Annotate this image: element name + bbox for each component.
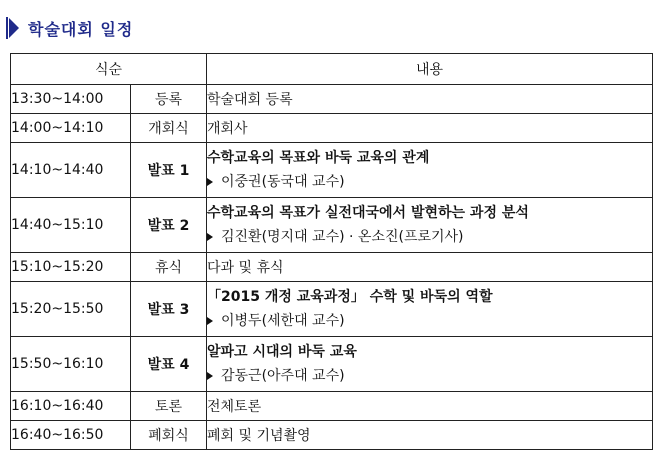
content-cell	[207, 143, 653, 198]
content-cell: 학술대회 등록	[207, 85, 653, 114]
time-cell: 14:00~14:10	[11, 114, 131, 143]
header-content: 내용	[207, 54, 653, 85]
talk-title: 알파고 시대의 바둑 교육	[207, 344, 357, 360]
time-cell: 14:10~14:40	[11, 143, 131, 198]
talk-title: 수학교육의 목표와 바둑 교육의 관계	[207, 150, 430, 166]
table-row	[11, 282, 653, 337]
table-row	[11, 253, 653, 282]
time-cell: 16:10~16:40	[11, 392, 131, 421]
table-row	[11, 421, 653, 450]
bullet-triangle-icon	[207, 317, 213, 325]
table-row	[11, 337, 653, 392]
header-order: 식순	[11, 54, 207, 85]
content-cell: 전체토론	[207, 392, 653, 421]
page-heading	[6, 16, 133, 40]
content-cell: 개회사	[207, 114, 653, 143]
page-title: 학술대회 일정	[28, 19, 134, 39]
talk-speaker	[207, 309, 652, 333]
content-cell: 다과 및 휴식	[207, 253, 653, 282]
content-cell	[207, 282, 653, 337]
speaker-name: 이병두(세한대 교수)	[221, 313, 345, 329]
schedule-table	[10, 53, 653, 450]
kind-cell: 토론	[131, 392, 207, 421]
speaker-name: 김진환(명지대 교수) · 온소진(프로기사)	[221, 229, 464, 245]
time-cell: 14:40~15:10	[11, 198, 131, 253]
heading-marker-icon	[6, 16, 20, 40]
bullet-triangle-icon	[207, 178, 213, 186]
table-row	[11, 392, 653, 421]
time-cell: 13:30~14:00	[11, 85, 131, 114]
talk-speaker	[207, 170, 652, 194]
content-cell	[207, 337, 653, 392]
speaker-name: 이중권(동국대 교수)	[221, 174, 345, 190]
kind-cell: 발표 4	[131, 337, 207, 392]
bullet-triangle-icon	[207, 233, 213, 241]
table-row	[11, 143, 653, 198]
kind-cell: 발표 3	[131, 282, 207, 337]
time-cell: 16:40~16:50	[11, 421, 131, 450]
time-cell: 15:10~15:20	[11, 253, 131, 282]
kind-cell: 발표 1	[131, 143, 207, 198]
talk-speaker	[207, 364, 652, 388]
content-cell: 폐회 및 기념촬영	[207, 421, 653, 450]
kind-cell: 휴식	[131, 253, 207, 282]
content-cell	[207, 198, 653, 253]
table-row	[11, 85, 653, 114]
kind-cell: 발표 2	[131, 198, 207, 253]
time-cell: 15:50~16:10	[11, 337, 131, 392]
kind-cell: 등록	[131, 85, 207, 114]
bullet-triangle-icon	[207, 372, 213, 380]
table-row	[11, 114, 653, 143]
speaker-name: 감동근(아주대 교수)	[221, 368, 345, 384]
talk-title: 「2015 개정 교육과정」 수학 및 바둑의 역할	[207, 289, 493, 305]
table-header-row	[11, 54, 653, 85]
kind-cell: 폐회식	[131, 421, 207, 450]
talk-title: 수학교육의 목표가 실전대국에서 발현하는 과정 분석	[207, 205, 529, 221]
table-row	[11, 198, 653, 253]
talk-speaker	[207, 225, 652, 249]
time-cell: 15:20~15:50	[11, 282, 131, 337]
kind-cell: 개회식	[131, 114, 207, 143]
